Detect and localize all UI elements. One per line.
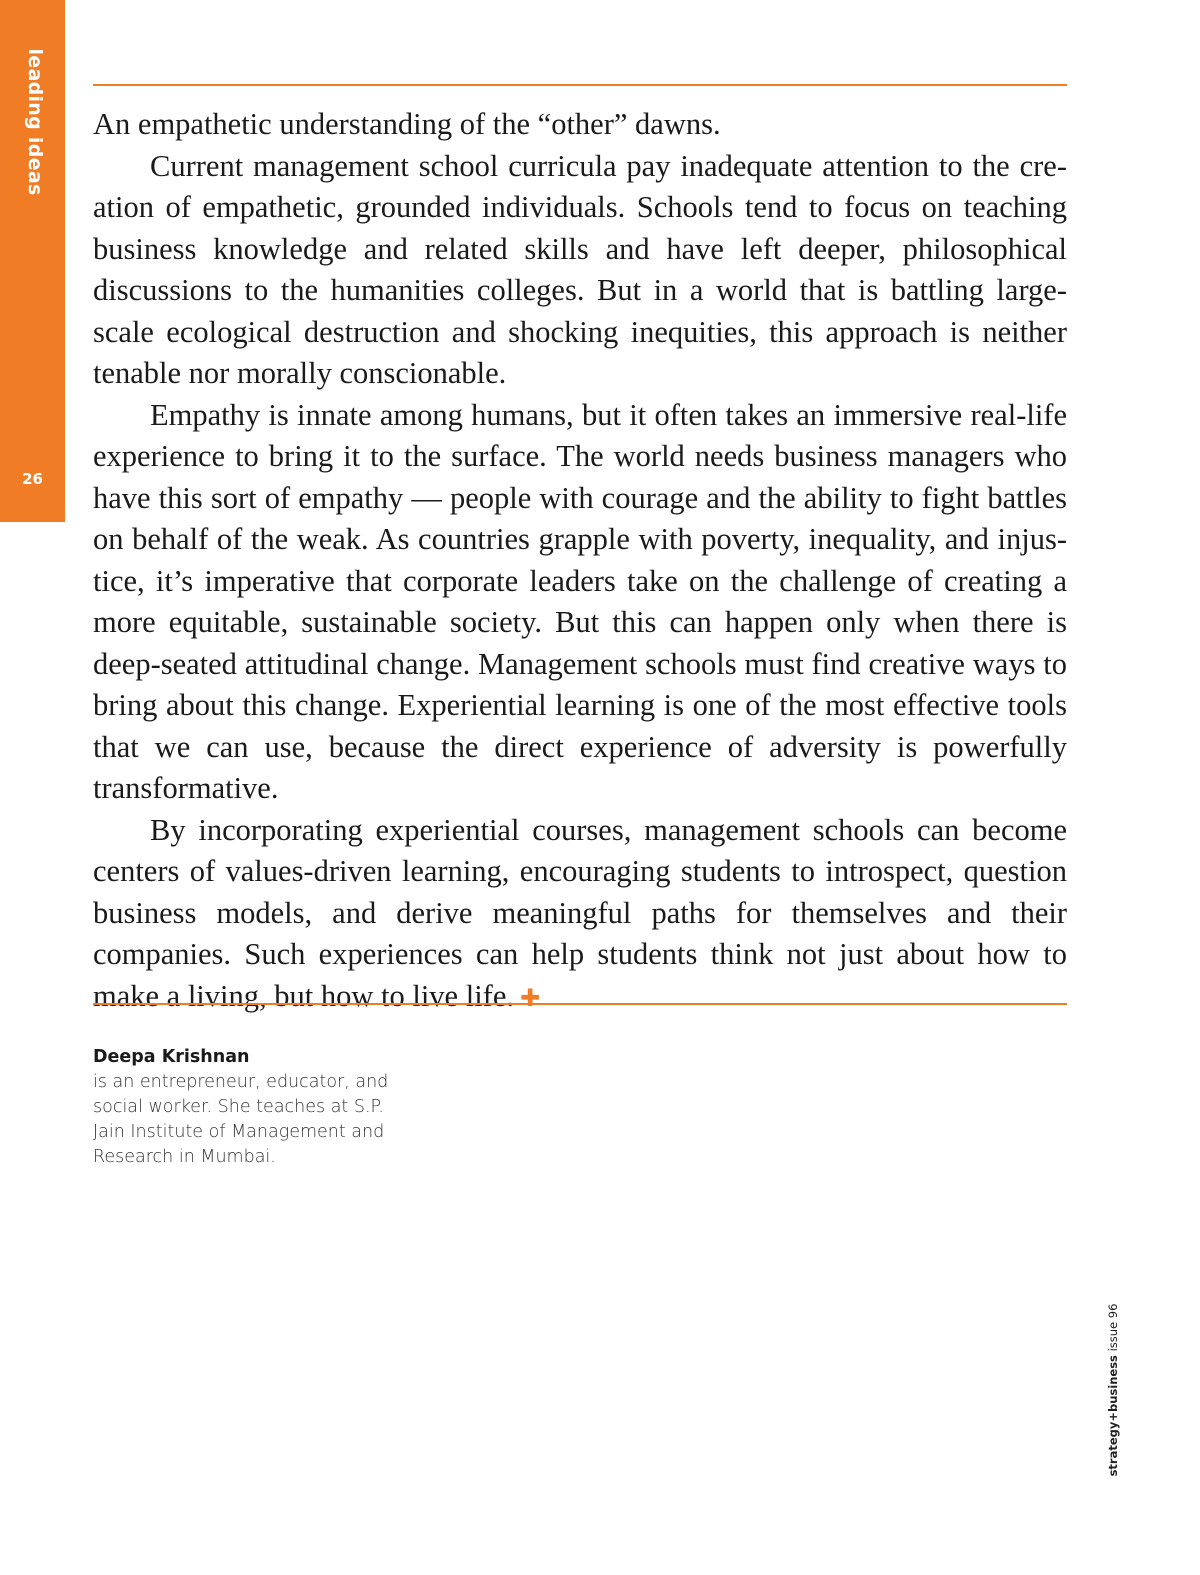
end-mark-icon: ✚ [519, 983, 541, 1012]
page-number: 26 [22, 470, 43, 488]
article-body [93, 104, 1067, 1019]
publication-footer [1106, 1304, 1120, 1477]
article-paragraph-text: By incorporating experiential courses, management schools can become centers of values-driven learning, encouraging students to introspect, question business models, and derive meaningful paths for themselves and their companies. Such experiences can help students think not just about how to make a living, but how to live life. [93, 812, 1067, 1013]
issue-number: issue 96 [1106, 1303, 1120, 1352]
author-bio [93, 1045, 413, 1170]
author-name: Deepa Krishnan [93, 1047, 250, 1067]
section-label: leading ideas [24, 48, 46, 196]
section-tab [0, 0, 65, 522]
article-paragraph-last [93, 810, 1067, 1020]
article-paragraph: An empathetic understanding of the “other” dawns. [93, 107, 721, 141]
top-divider [93, 84, 1067, 86]
publication-name: strategy+business [1106, 1355, 1120, 1477]
article-paragraph: Current management school curricula pay inadequate attention to the creation of empathetic, grounded individuals. Schools tend to focus on teaching business knowledge and related skills and have left deeper, philosophical discussions to the humanities colleges. But in a world that is battling large-scale ecological destruction and shocking inequities, this approach is neither tenable nor morally conscionable. [93, 148, 1067, 390]
article-paragraph: Empathy is innate among humans, but it often takes an immersive real-life experience to bring it to the surface. The world needs business managers who have this sort of empathy — people with courage and the ability to fight battles on behalf of the weak. As countries grapple with poverty, inequality, and injustice, it’s imperative that corporate leaders take on the challenge of creating a more equitable, sustainable society. But this can happen only when there is deep-seated attitudinal change. Management schools must find creative ways to bring about this change. Experiential learning is one of the most effective tools that we can use, because the direct experience of adversity is powerfully transformative. [93, 397, 1067, 805]
bottom-divider [93, 1003, 1067, 1005]
author-description: is an entrepreneur, educator, and social worker. She teaches at S.P. Jain Institute of Management and Research in Mumbai. [93, 1072, 389, 1167]
